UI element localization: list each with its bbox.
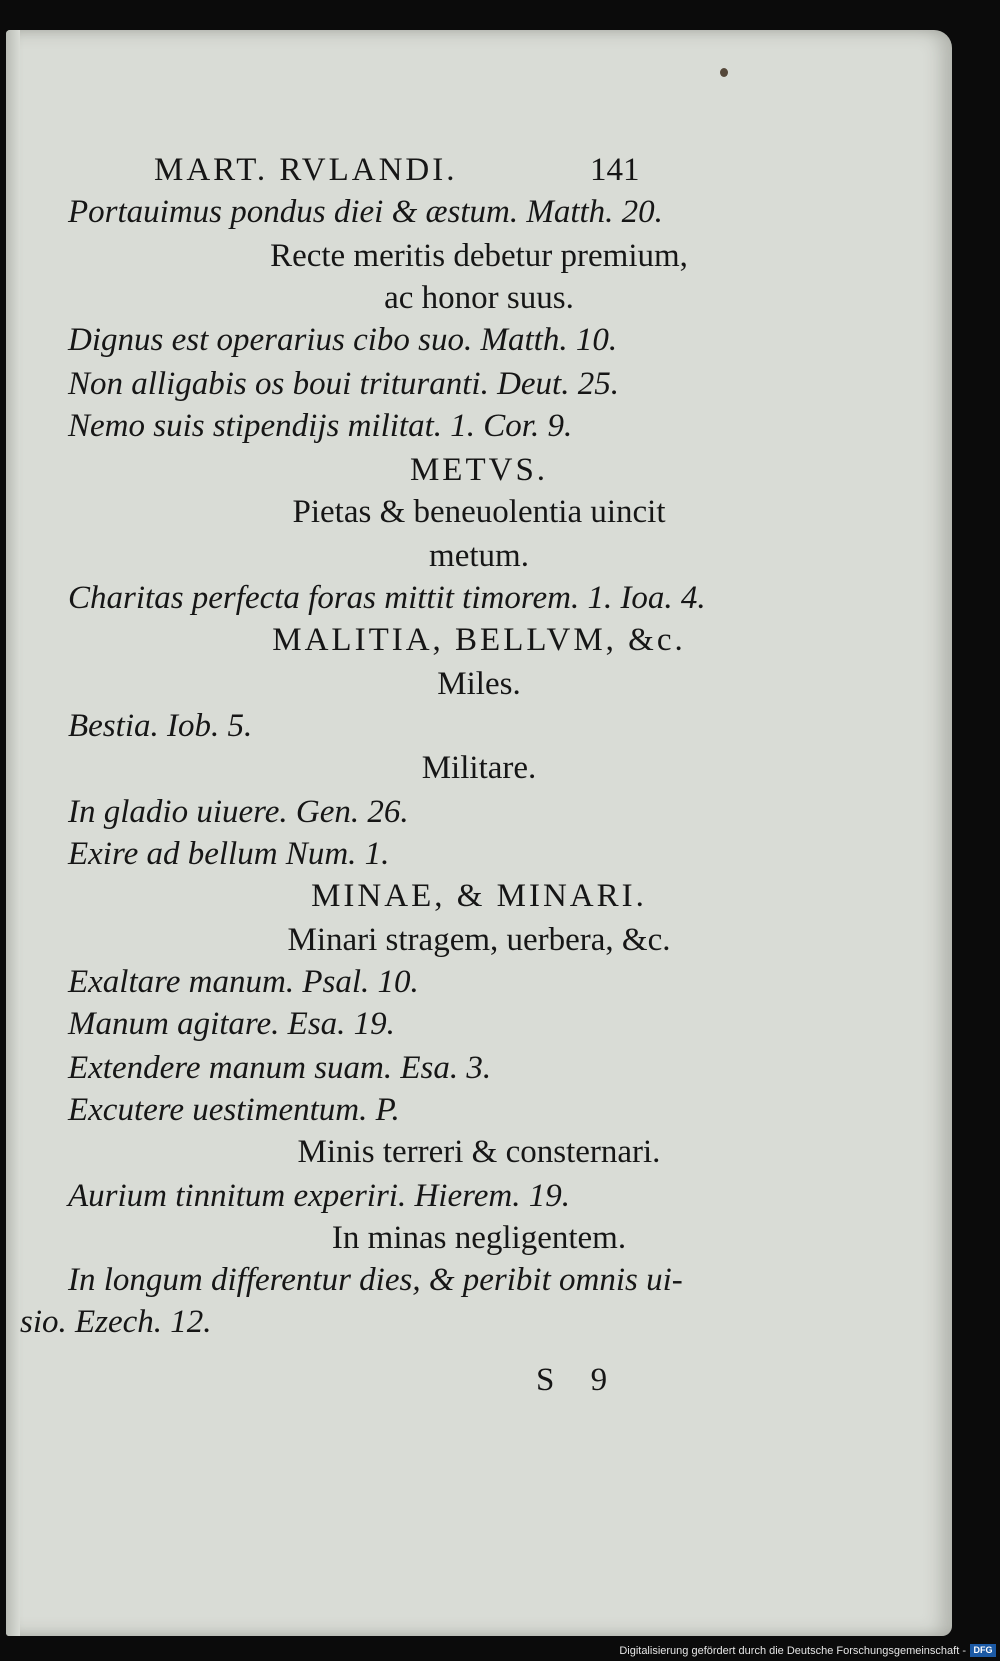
dfg-logo: DFG bbox=[970, 1644, 996, 1657]
text-line: In gladio uiuere. Gen. 26. bbox=[68, 794, 409, 830]
text-line: In longum differentur dies, & peribit omnis ui- bbox=[68, 1262, 683, 1298]
ink-spot bbox=[720, 68, 728, 77]
text-line: Non alligabis os boui trituranti. Deut. 25. bbox=[68, 366, 619, 402]
heading-line: Minis terreri & consternari. bbox=[297, 1134, 661, 1170]
text-line: Portauimus pondus diei & æstum. Matth. 20. bbox=[68, 194, 663, 230]
section-title: MALITIA, BELLVM, &c. bbox=[272, 622, 686, 658]
text-line: Extendere manum suam. Esa. 3. bbox=[68, 1050, 492, 1086]
digitization-credit: Digitalisierung gefördert durch die Deutsche Forschungsgemeinschaft - bbox=[619, 1645, 966, 1657]
book-page bbox=[6, 30, 952, 1636]
text-line: Exaltare manum. Psal. 10. bbox=[68, 964, 419, 1000]
text-line: Manum agitare. Esa. 19. bbox=[68, 1006, 395, 1042]
heading-line: In minas negligentem. bbox=[331, 1220, 627, 1256]
heading-line: metum. bbox=[429, 538, 529, 574]
text-line: Bestia. Iob. 5. bbox=[68, 708, 253, 744]
text-line: Excutere uestimentum. P. bbox=[68, 1092, 400, 1128]
heading-line: Recte meritis debetur premium, bbox=[270, 238, 688, 274]
text-line: Nemo suis stipendijs militat. 1. Cor. 9. bbox=[68, 408, 573, 444]
heading-line: Miles. bbox=[437, 666, 521, 702]
heading-line: Minari stragem, uerbera, &c. bbox=[287, 922, 671, 958]
running-title: MART. RVLANDI. bbox=[154, 152, 458, 188]
heading-line: Pietas & beneuolentia uincit bbox=[292, 494, 666, 530]
section-title: METVS. bbox=[409, 452, 549, 488]
signature-mark: S 9 bbox=[536, 1362, 622, 1398]
section-title: MINAE, & MINARI. bbox=[311, 878, 647, 914]
page-number: 141 bbox=[590, 152, 640, 188]
heading-line: Militare. bbox=[421, 750, 537, 786]
text-line: Exire ad bellum Num. 1. bbox=[68, 836, 390, 872]
heading-line: ac honor suus. bbox=[384, 280, 574, 316]
text-line: Dignus est operarius cibo suo. Matth. 10. bbox=[68, 322, 618, 358]
text-line: sio. Ezech. 12. bbox=[20, 1304, 212, 1340]
text-line: Charitas perfecta foras mittit timorem. 1. Ioa. 4. bbox=[68, 580, 706, 616]
text-line: Aurium tinnitum experiri. Hierem. 19. bbox=[68, 1178, 570, 1214]
